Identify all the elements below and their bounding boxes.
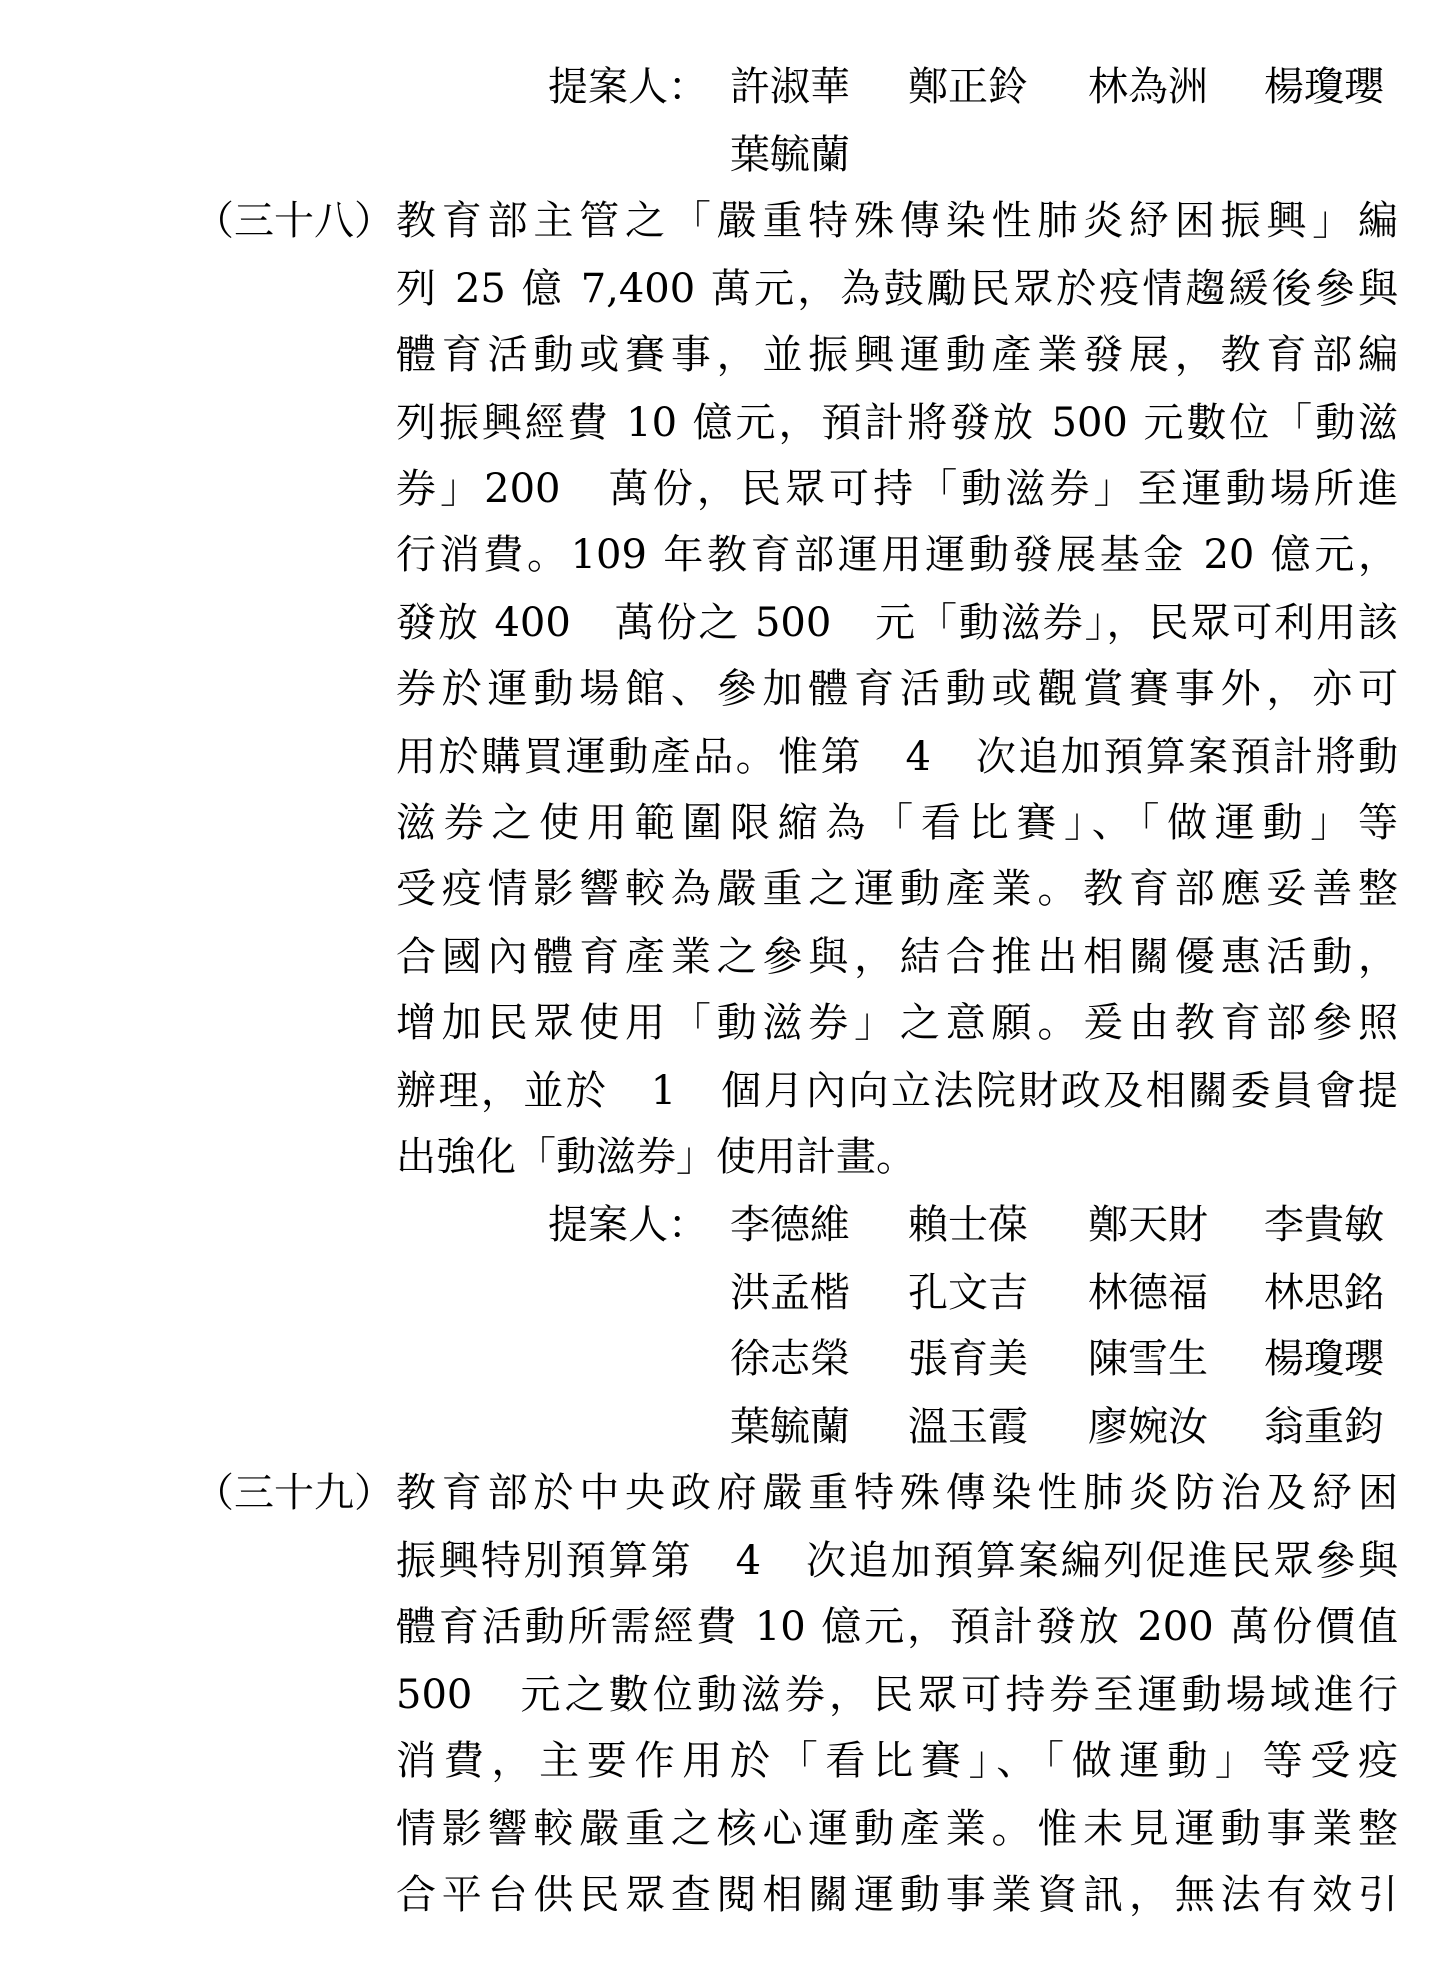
proposer-label: 提案人：: [548, 64, 708, 110]
paragraph-line: 滋券之使用範圍限縮為「看比賽」、「做運動」等: [396, 800, 1398, 846]
paragraph-line: 券」200 萬份，民眾可持「動滋券」至運動場所進: [396, 466, 1398, 512]
paragraph-line: 教育部於中央政府嚴重特殊傳染性肺炎防治及紓困: [396, 1470, 1398, 1516]
proposer-name: 鄭正鈴: [908, 64, 1028, 110]
proposer-row: [0, 54, 1442, 120]
item-number: （三十八）: [194, 198, 394, 244]
paragraph-line: 出強化「動滋券」使用計畫。: [396, 1134, 916, 1180]
paragraph-line: 情影響較嚴重之核心運動產業。惟未見運動事業整: [396, 1806, 1398, 1852]
paragraph-line: 增加民眾使用「動滋券」之意願。爰由教育部參照: [396, 1000, 1398, 1046]
proposer-name: 李德維: [730, 1202, 850, 1248]
proposer-name: 楊瓊瓔: [1264, 64, 1384, 110]
paragraph-line: 辦理，並於 1 個月內向立法院財政及相關委員會提: [396, 1068, 1398, 1114]
paragraph-line: 合平台供民眾查閱相關運動事業資訊，無法有效引: [396, 1872, 1398, 1918]
proposer-name: 林為洲: [1088, 64, 1208, 110]
item-number: （三十九）: [194, 1470, 394, 1516]
paragraph-line: 發放 400 萬份之 500 元「動滋券」，民眾可利用該: [396, 600, 1398, 646]
paragraph-line: 行消費。109 年教育部運用運動發展基金 20 億元，: [396, 532, 1398, 578]
proposer-name: 葉毓蘭: [730, 1404, 850, 1450]
paragraph-line: 體育活動所需經費 10 億元，預計發放 200 萬份價值: [396, 1604, 1398, 1650]
proposer-name: 楊瓊瓔: [1264, 1336, 1384, 1382]
paragraph-line: 消費，主要作用於「看比賽」、「做運動」等受疫: [396, 1738, 1398, 1784]
proposer-row: [0, 1192, 1442, 1258]
proposer-row: [0, 1326, 1442, 1392]
proposer-row: [0, 122, 1442, 188]
proposer-name: 孔文吉: [908, 1270, 1028, 1316]
proposer-label: 提案人：: [548, 1202, 708, 1248]
proposer-name: 廖婉汝: [1088, 1404, 1208, 1450]
paragraph-line: 用於購買運動產品。惟第 4 次追加預算案預計將動: [396, 734, 1398, 780]
paragraph-line: 券於運動場館、參加體育活動或觀賞賽事外，亦可: [396, 666, 1398, 712]
paragraph-line: 列振興經費 10 億元，預計將發放 500 元數位「動滋: [396, 400, 1398, 446]
proposer-name: 李貴敏: [1264, 1202, 1384, 1248]
proposer-name: 許淑華: [730, 64, 850, 110]
paragraph-line: 500 元之數位動滋券，民眾可持券至運動場域進行: [396, 1672, 1398, 1718]
paragraph-line: 教育部主管之「嚴重特殊傳染性肺炎紓困振興」編: [396, 198, 1398, 244]
proposer-row: [0, 1260, 1442, 1326]
proposer-name: 葉毓蘭: [730, 132, 850, 178]
proposer-name: 林思銘: [1264, 1270, 1384, 1316]
paragraph-line: 合國內體育產業之參與，結合推出相關優惠活動，: [396, 934, 1398, 980]
paragraph-line: 列 25 億 7,400 萬元，為鼓勵民眾於疫情趨緩後參與: [396, 266, 1398, 312]
proposer-name: 洪孟楷: [730, 1270, 850, 1316]
proposer-name: 賴士葆: [908, 1202, 1028, 1248]
paragraph-line: 受疫情影響較為嚴重之運動產業。教育部應妥善整: [396, 866, 1398, 912]
proposer-name: 陳雪生: [1088, 1336, 1208, 1382]
paragraph-line: 振興特別預算第 4 次追加預算案編列促進民眾參與: [396, 1538, 1398, 1584]
proposer-name: 張育美: [908, 1336, 1028, 1382]
proposer-name: 徐志榮: [730, 1336, 850, 1382]
proposer-name: 翁重鈞: [1264, 1404, 1384, 1450]
proposer-name: 鄭天財: [1088, 1202, 1208, 1248]
paragraph-line: 體育活動或賽事，並振興運動產業發展，教育部編: [396, 332, 1398, 378]
proposer-name: 溫玉霞: [908, 1404, 1028, 1450]
proposer-row: [0, 1394, 1442, 1460]
proposer-name: 林德福: [1088, 1270, 1208, 1316]
